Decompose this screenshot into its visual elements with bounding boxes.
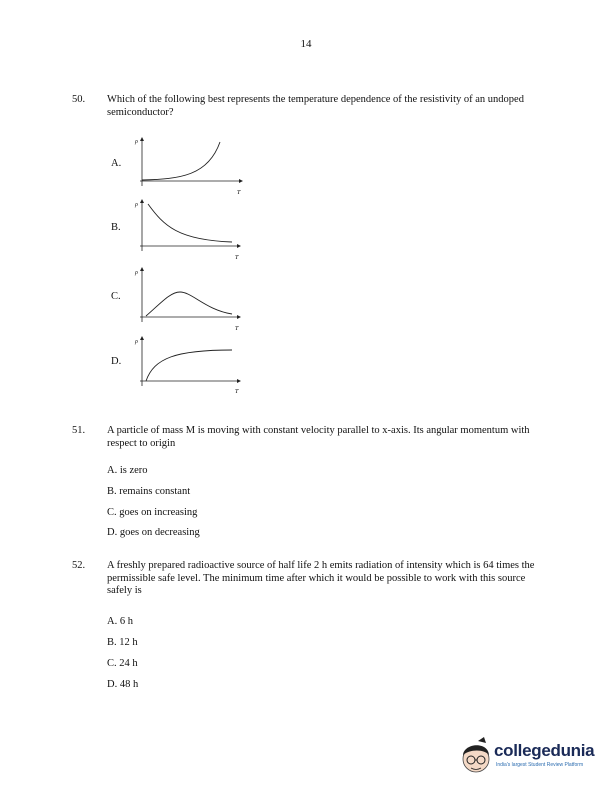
graph-b	[120, 196, 260, 262]
graph-b-y-arrow	[140, 199, 144, 203]
graph-c	[120, 264, 260, 332]
logo-wordmark: collegedunia	[494, 741, 595, 760]
mascot-icon	[458, 737, 494, 777]
graph-b-y-axis-label: ρ	[135, 202, 138, 208]
graph-d-x-arrow	[237, 379, 241, 383]
graph-a	[120, 134, 260, 198]
graph-b-x-axis-label: T	[235, 255, 239, 261]
graph-c-label: C.	[111, 291, 121, 302]
question-52-number: 52.	[72, 560, 86, 571]
question-51-option-b: B. remains constant	[107, 486, 191, 497]
graph-c-x-axis-label: T	[235, 326, 239, 332]
question-52-option-a: A. 6 h	[107, 616, 133, 627]
question-52-text: A freshly prepared radioactive source of half life 2 h emits radiation of intensity which is 64 times the permissible safe level. The minimum time after which it would be possible to work with this source safely is	[107, 560, 535, 596]
graph-b-label: B.	[111, 222, 121, 233]
graph-a-x-arrow	[239, 179, 243, 183]
graph-d	[120, 334, 260, 396]
graph-b-x-arrow	[237, 244, 241, 248]
graph-d-label: D.	[111, 356, 122, 367]
graph-a-y-axis-label: ρ	[135, 139, 138, 145]
question-51-number: 51.	[72, 425, 86, 436]
graph-c-x-arrow	[237, 315, 241, 319]
graph-a-y-arrow	[140, 137, 144, 141]
question-51-option-a: A. is zero	[107, 465, 148, 476]
graph-d-y-axis-label: ρ	[135, 339, 138, 345]
graph-b-curve	[148, 204, 232, 242]
question-50-text: Which of the following best represents the temperature dependence of the resistivity of an undoped semiconductor?	[107, 94, 524, 118]
question-51-option-d: D. goes on decreasing	[107, 527, 200, 538]
question-51-option-c: C. goes on increasing	[107, 507, 198, 518]
logo-tagline: India's largest Student Review Platform	[496, 762, 584, 768]
graph-c-y-axis-label: ρ	[135, 270, 138, 276]
question-52-option-c: C. 24 h	[107, 658, 138, 669]
graph-a-label: A.	[111, 158, 122, 169]
question-52-option-b: B. 12 h	[107, 637, 138, 648]
question-52-option-d: D. 48 h	[107, 679, 139, 690]
collegedunia-logo[interactable]	[458, 735, 598, 783]
question-51-text: A particle of mass M is moving with constant velocity parallel to x-axis. Its angular momentum with respect to origin	[107, 425, 530, 449]
graph-d-y-arrow	[140, 336, 144, 340]
graph-d-x-axis-label: T	[235, 389, 239, 395]
graph-a-x-axis-label: T	[237, 190, 241, 196]
graph-c-y-arrow	[140, 267, 144, 271]
question-50-number: 50.	[72, 94, 86, 105]
graph-d-curve	[146, 350, 232, 381]
graph-c-curve	[146, 292, 232, 316]
page-number: 14	[300, 38, 312, 50]
graph-a-curve	[142, 142, 220, 180]
